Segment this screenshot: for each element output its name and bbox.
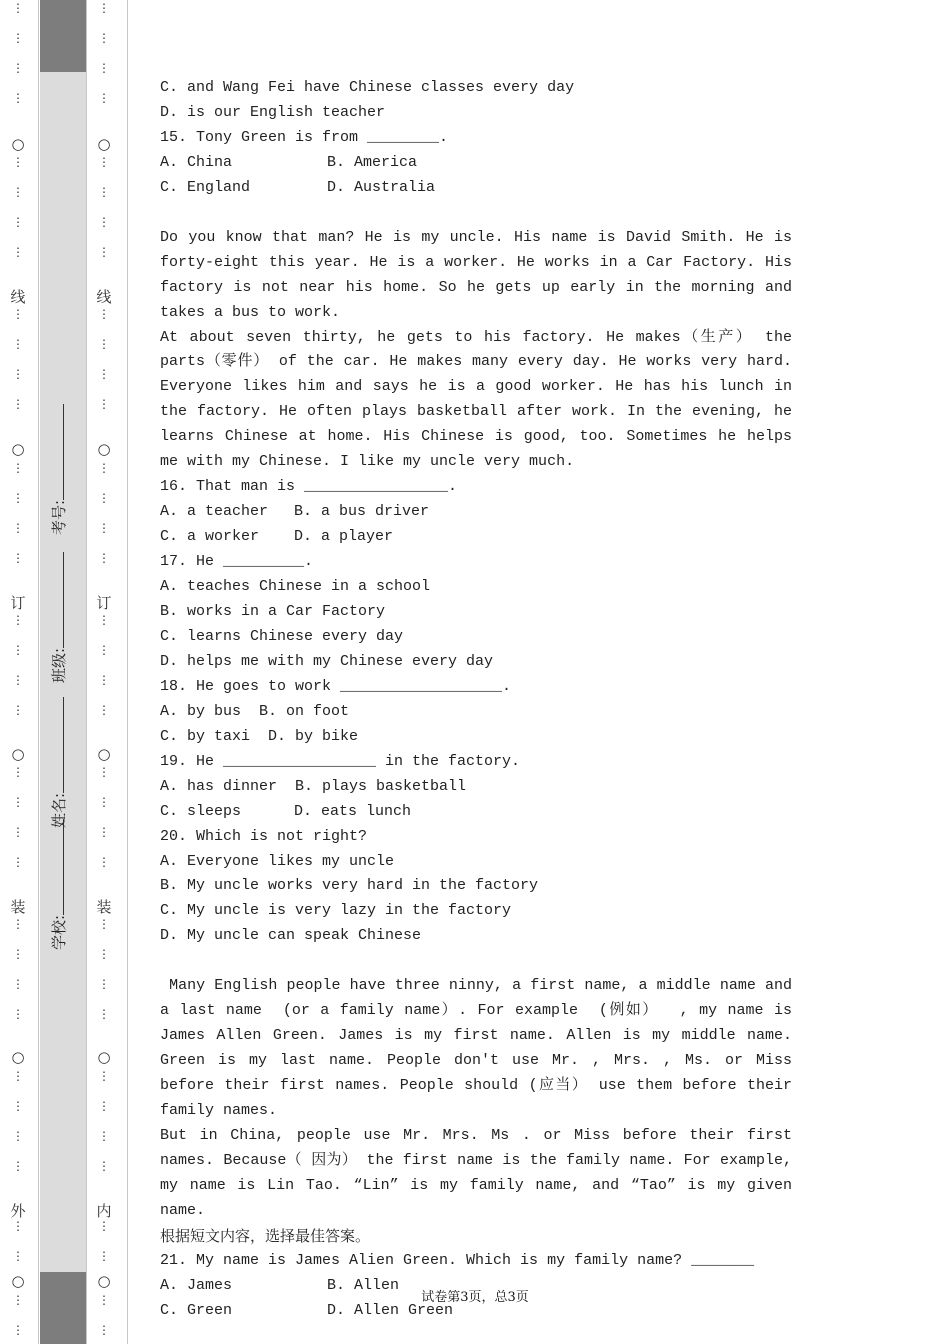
option-b: B. Allen xyxy=(327,1276,400,1294)
instruction: 根据短文内容，选择最佳答案。 xyxy=(160,1226,371,1245)
dot-leader: ⋮ xyxy=(12,491,24,505)
option-a: A. teaches Chinese in a school xyxy=(160,578,431,596)
dot-leader: ⋮ xyxy=(98,643,110,657)
passage-paragraph: Many English people have three ninny, a first name, a middle name and a last name (or a family name）. For example (例如） , my name is James Allen Green. James is my first name. Allen is my middle name. Green is my last name. People don't use Mr. , Mrs. , Ms. or Miss before their first names. People should (应当） use them before their family names. xyxy=(160,977,802,1120)
circle-mark: ○ xyxy=(11,440,25,458)
circle-mark: ○ xyxy=(11,135,25,153)
options-row xyxy=(160,500,792,525)
option-d: D. eats lunch xyxy=(294,802,412,820)
dot-leader: ⋮ xyxy=(98,1159,110,1173)
class-blank[interactable] xyxy=(51,552,64,648)
class-field xyxy=(48,552,69,683)
side-label: 外 xyxy=(10,1202,26,1220)
passage-paragraph: Do you know that man? He is my uncle. His name is David Smith. He is forty-eight this year. He is a worker. He works in a Car Factory. His factory is not near his home. So he gets up early in the morning and takes a bus to work. xyxy=(160,228,792,321)
option-d: D. helps me with my Chinese every day xyxy=(160,652,494,670)
question-16: 16. That man is ________________. xyxy=(160,478,458,496)
options-row xyxy=(160,176,792,201)
ding-mark: 订 xyxy=(10,594,26,612)
exam-number-label: 考号: xyxy=(50,499,68,535)
dot-leader: ⋮ xyxy=(98,245,110,259)
name-field xyxy=(48,697,69,828)
passage-paragraph: But in China, people use Mr. Mrs. Ms . or Miss before their first names. Because（ 因为） the first name is the family name. For example, my name is Lin Tao. “Lin” is my family name, and “Tao” is my given name. xyxy=(160,1127,792,1219)
question-18: 18. He goes to work __________________. xyxy=(160,677,512,695)
binding-rule xyxy=(127,0,128,1344)
page-footer: 试卷第3页，总3页 xyxy=(421,1290,529,1305)
option-b: B. My uncle works very hard in the factory xyxy=(160,877,539,895)
option-c: C. a worker xyxy=(160,528,260,546)
dot-leader: ⋮ xyxy=(12,947,24,961)
dot-leader: ⋮ xyxy=(12,1323,24,1337)
option-c: C. My uncle is very lazy in the factory xyxy=(160,902,512,920)
dot-leader: ⋮ xyxy=(98,1099,110,1113)
options-row xyxy=(160,800,792,825)
zhuang-mark: 装 xyxy=(96,898,112,916)
dot-leader: ⋮ xyxy=(98,1069,110,1083)
dot-leader: ⋮ xyxy=(12,917,24,931)
question-15: 15. Tony Green is from ________. xyxy=(160,128,449,146)
dot-leader: ⋮ xyxy=(98,1249,110,1263)
dot-leader: ⋮ xyxy=(98,917,110,931)
ding-mark: 订 xyxy=(96,594,112,612)
dot-leader: ⋮ xyxy=(12,31,24,45)
dot-leader: ⋮ xyxy=(12,977,24,991)
dot-leader: ⋮ xyxy=(12,337,24,351)
dot-leader: ⋮ xyxy=(98,337,110,351)
dot-leader: ⋮ xyxy=(98,1293,110,1307)
option-d: D. a player xyxy=(294,528,394,546)
dot-leader: ⋮ xyxy=(98,521,110,535)
option-c: C. Green xyxy=(160,1301,233,1319)
xian-mark: 线 xyxy=(10,288,26,306)
dot-leader: ⋮ xyxy=(98,977,110,991)
options-row: A. by bus B. on foot xyxy=(160,702,350,720)
dot-leader: ⋮ xyxy=(12,703,24,717)
dot-leader: ⋮ xyxy=(12,1,24,15)
circle-mark: ○ xyxy=(97,1048,111,1066)
binding-rule xyxy=(38,0,39,1344)
option-a: A. James xyxy=(160,1276,233,1294)
dot-leader: ⋮ xyxy=(12,215,24,229)
dot-leader: ⋮ xyxy=(12,1129,24,1143)
question-17: 17. He _________. xyxy=(160,553,314,571)
options-row: A. has dinner B. plays basketball xyxy=(160,777,467,795)
dot-leader: ⋮ xyxy=(12,1159,24,1173)
dot-leader: ⋮ xyxy=(98,703,110,717)
circle-mark: ○ xyxy=(11,745,25,763)
option-b: B. works in a Car Factory xyxy=(160,603,386,620)
name-blank[interactable] xyxy=(51,697,64,793)
dot-leader: ⋮ xyxy=(12,461,24,475)
dot-leader: ⋮ xyxy=(98,947,110,961)
options-row xyxy=(160,151,792,176)
option-a: A. a teacher xyxy=(160,503,269,521)
dot-leader: ⋮ xyxy=(12,613,24,627)
dot-leader: ⋮ xyxy=(98,31,110,45)
circle-mark: ○ xyxy=(97,440,111,458)
dot-leader: ⋮ xyxy=(98,397,110,411)
dot-leader: ⋮ xyxy=(98,91,110,105)
options-row: C. by taxi D. by bike xyxy=(160,727,359,745)
circle-mark: ○ xyxy=(97,135,111,153)
dot-leader: ⋮ xyxy=(12,1219,24,1233)
school-label: 学校: xyxy=(50,914,68,950)
dot-leader: ⋮ xyxy=(12,765,24,779)
circle-mark: ○ xyxy=(11,1272,25,1290)
question-20: 20. Which is not right? xyxy=(160,827,368,845)
dot-leader: ⋮ xyxy=(98,825,110,839)
option-c: C. England xyxy=(160,178,251,196)
strip-band-bottom xyxy=(40,1272,86,1344)
school-field xyxy=(48,819,69,950)
exam-number-field xyxy=(48,404,69,535)
dot-leader: ⋮ xyxy=(12,643,24,657)
option-c: C. sleeps xyxy=(160,802,242,820)
option-d: D. Allen Green xyxy=(327,1301,454,1319)
dot-leader: ⋮ xyxy=(12,1249,24,1263)
strip-band-top xyxy=(40,0,86,72)
dot-leader: ⋮ xyxy=(12,91,24,105)
dot-leader: ⋮ xyxy=(12,61,24,75)
option-line: D. is our English teacher xyxy=(160,103,386,121)
dot-leader: ⋮ xyxy=(12,1069,24,1083)
option-c: C. learns Chinese every day xyxy=(160,627,404,645)
dot-leader: ⋮ xyxy=(98,215,110,229)
dot-leader: ⋮ xyxy=(12,855,24,869)
dot-leader: ⋮ xyxy=(98,855,110,869)
circle-mark: ○ xyxy=(11,1048,25,1066)
circle-mark: ○ xyxy=(97,745,111,763)
dot-leader: ⋮ xyxy=(12,185,24,199)
dot-leader: ⋮ xyxy=(98,367,110,381)
school-blank[interactable] xyxy=(51,819,64,915)
question-21: 21. My name is James Alien Green. Which is my family name? _______ xyxy=(160,1251,755,1269)
dot-leader: ⋮ xyxy=(98,765,110,779)
name-label: 姓名: xyxy=(50,792,68,828)
dot-leader: ⋮ xyxy=(12,367,24,381)
option-a: A. China xyxy=(160,153,233,171)
options-row xyxy=(160,525,792,550)
dot-leader: ⋮ xyxy=(98,613,110,627)
dot-leader: ⋮ xyxy=(12,551,24,565)
dot-leader: ⋮ xyxy=(98,1129,110,1143)
exam-page-content xyxy=(160,76,802,1324)
side-label: 内 xyxy=(96,1202,112,1220)
dot-leader: ⋮ xyxy=(98,795,110,809)
option-b: B. America xyxy=(327,153,418,171)
dot-leader: ⋮ xyxy=(98,185,110,199)
option-d: D. Australia xyxy=(327,178,436,196)
class-label: 班级: xyxy=(50,647,68,683)
dot-leader: ⋮ xyxy=(12,397,24,411)
option-d: D. My uncle can speak Chinese xyxy=(160,927,422,945)
dot-leader: ⋮ xyxy=(98,461,110,475)
dot-leader: ⋮ xyxy=(98,61,110,75)
circle-mark: ○ xyxy=(97,1272,111,1290)
dot-leader: ⋮ xyxy=(12,521,24,535)
xian-mark: 线 xyxy=(96,288,112,306)
dot-leader: ⋮ xyxy=(98,307,110,321)
dot-leader: ⋮ xyxy=(98,1323,110,1337)
dot-leader: ⋮ xyxy=(98,1,110,15)
binding-rule xyxy=(86,0,87,1344)
dot-leader: ⋮ xyxy=(12,1099,24,1113)
dot-leader: ⋮ xyxy=(12,673,24,687)
zhuang-mark: 装 xyxy=(10,898,26,916)
dot-leader: ⋮ xyxy=(98,1007,110,1021)
dot-leader: ⋮ xyxy=(12,795,24,809)
dot-leader: ⋮ xyxy=(98,491,110,505)
dot-leader: ⋮ xyxy=(98,673,110,687)
dot-leader: ⋮ xyxy=(12,307,24,321)
dot-leader: ⋮ xyxy=(98,155,110,169)
dot-leader: ⋮ xyxy=(12,245,24,259)
dot-leader: ⋮ xyxy=(98,1219,110,1233)
dot-leader: ⋮ xyxy=(12,825,24,839)
passage-paragraph: At about seven thirty, he gets to his factory. He makes（生产） the parts（零件） of the car. He makes many every day. He works very hard. Everyone likes him and says he is a good worker. He has his lunch in the factory. He often plays basketball after work. In the evening, he learns Chinese at home. His Chinese is good, too. Sometimes he helps me with my Chinese. I like my uncle very much. xyxy=(160,328,792,471)
question-19: 19. He _________________ in the factory. xyxy=(160,752,521,770)
option-b: B. a bus driver xyxy=(294,503,430,521)
dot-leader: ⋮ xyxy=(12,1293,24,1307)
exam-number-blank[interactable] xyxy=(51,404,64,500)
dot-leader: ⋮ xyxy=(12,1007,24,1021)
dot-leader: ⋮ xyxy=(12,155,24,169)
option-line: C. and Wang Fei have Chinese classes every day xyxy=(160,79,575,96)
dot-leader: ⋮ xyxy=(98,551,110,565)
option-a: A. Everyone likes my uncle xyxy=(160,852,395,870)
